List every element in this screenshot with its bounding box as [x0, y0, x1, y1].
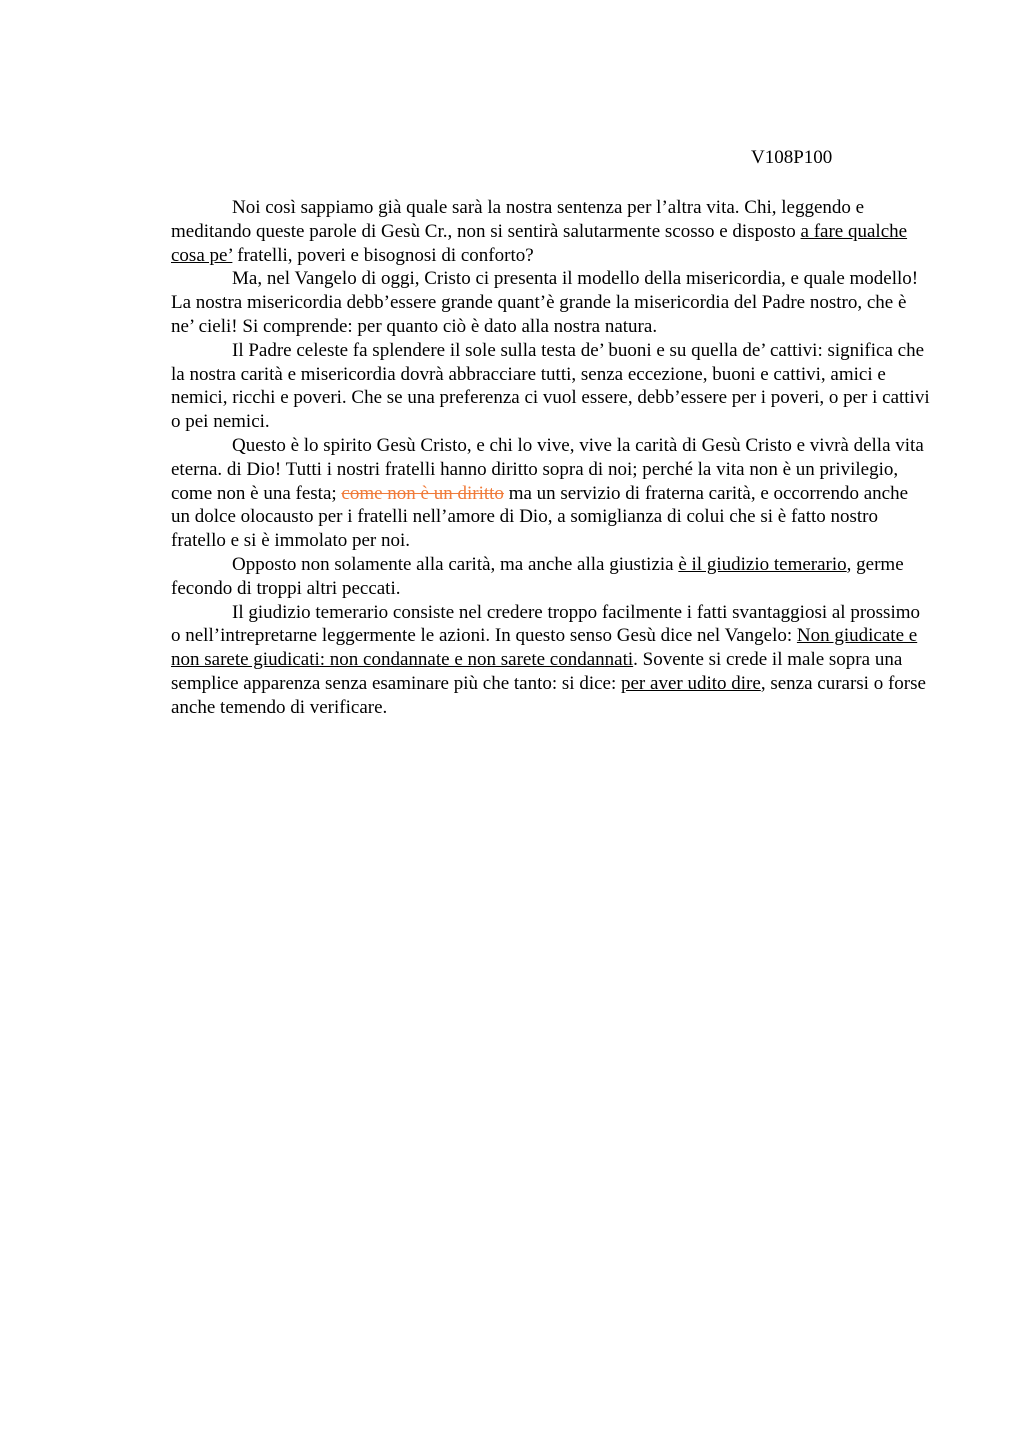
paragraph-6-text-mid: . Sovente si crede il male sopra una semplice apparenza senza esaminare più che tanto: si dice:: [171, 649, 903, 694]
paragraph-2: [171, 267, 931, 338]
paragraph-4: [171, 434, 931, 553]
paragraph-5: [171, 553, 931, 601]
underlined-phrase: per aver udito dire: [621, 672, 761, 694]
underlined-quote: Non giudicate e non sarete giudicati: non condannate e non sarete condannati: [171, 625, 918, 671]
paragraph-1-text: Noi così sappiamo già quale sarà la nostra sentenza per l’altra vita. Chi, leggendo e meditando queste parole di Gesù Cr., non si sentirà salutarmente scosso e disposto: [171, 197, 865, 242]
underlined-phrase: a fare qualche cosa pe’: [171, 220, 908, 266]
paragraph-6-text: Il giudizio temerario consiste nel credere troppo facilmente i fatti svantaggiosi al prossimo o nell’intrepretarne leggermente le azioni. In questo senso Gesù dice nel Vangelo:: [171, 601, 921, 647]
paragraph-2-text: Ma, nel Vangelo di oggi, Cristo ci presenta il modello della misericordia, e quale modello! La nostra misericordia debb’essere grande quant’è grande la misericordia del Padre nostro, che è ne’ cieli! Si comprende: per quanto ciò è dato alla nostra natura.: [171, 268, 919, 337]
paragraph-5-text-end: , germe fecondo di troppi altri peccati.: [171, 553, 904, 599]
paragraph-4-text: Questo è lo spirito Gesù Cristo, e chi lo vive, vive la carità di Gesù Cristo e vivrà della vita eterna. di Dio! Tutti i nostri fratelli hanno diritto sopra di noi; perché la vita non è un privilegio, come non è una festa;: [171, 434, 924, 504]
page-code: V108P100: [751, 147, 833, 168]
paragraph-5-text: Opposto non solamente alla carità, ma anche alla giustizia: [232, 553, 679, 575]
paragraph-3: [171, 339, 931, 434]
paragraph-6: [171, 601, 931, 720]
paragraph-1-text-end: fratelli, poveri e bisognosi di conforto?: [232, 244, 534, 266]
document-body: [171, 196, 931, 720]
paragraph-4-text-end: ma un servizio di fraterna carità, e occorrendo anche un dolce olocausto per i fratelli nell’amore di Dio, a somiglianza di colui che si è fatto nostro fratello e si è immolato per noi.: [171, 482, 909, 552]
paragraph-6-text-end: , senza curarsi o forse anche temendo di verificare.: [171, 672, 926, 718]
paragraph-3-text: Il Padre celeste fa splendere il sole sulla testa de’ buoni e su quella de’ cattivi: significa che la nostra carità e misericordia dovrà abbracciare tutti, senza eccezione, buoni e cattivi, amici e nemici, ricchi e poveri. Che se una preferenza ci vuol essere, debb’essere per i poveri, o per i cattivi o pei nemici.: [171, 339, 930, 433]
underlined-phrase: è il giudizio temerario: [678, 553, 847, 575]
paragraph-1: [171, 196, 931, 267]
deleted-revision-text: come non è un diritto: [341, 482, 504, 504]
